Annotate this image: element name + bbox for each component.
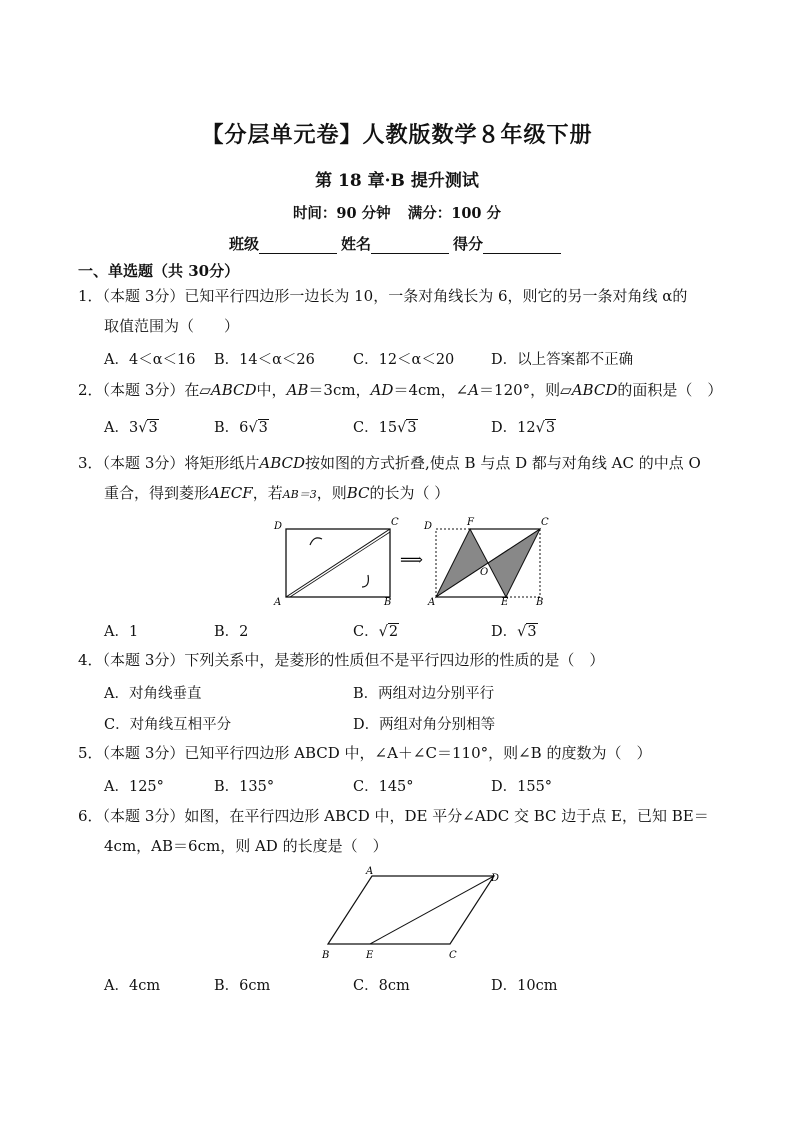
math-abcd: ABCD bbox=[259, 454, 306, 472]
math-abcd: ABCD bbox=[571, 381, 618, 399]
option-a[interactable]: A．对角线垂直 bbox=[104, 686, 202, 702]
student-info-line bbox=[0, 233, 794, 254]
class-label: 班级 bbox=[228, 235, 259, 253]
question-stem: 重合，得到菱形 bbox=[104, 484, 210, 502]
option-d[interactable]: D．两组对角分别相等 bbox=[353, 717, 496, 733]
option-a[interactable]: A．4cm bbox=[104, 978, 161, 994]
option-label: D． bbox=[491, 420, 518, 436]
option-d[interactable]: D．10cm bbox=[491, 978, 558, 994]
option-b[interactable]: B．两组对边分别平行 bbox=[353, 686, 495, 702]
math-aecf: AECF bbox=[209, 484, 253, 502]
option-d[interactable]: D．155° bbox=[491, 779, 553, 795]
diagonal-ac bbox=[286, 529, 390, 597]
segment-de bbox=[370, 876, 494, 944]
score-label: 得分 bbox=[453, 235, 484, 253]
option-label: A． bbox=[104, 420, 129, 436]
label-c: C bbox=[449, 950, 457, 961]
question-stem: 中， bbox=[256, 381, 287, 399]
score-blank[interactable] bbox=[483, 237, 561, 254]
question-stem: ＝3cm， bbox=[308, 381, 371, 399]
class-blank[interactable] bbox=[259, 237, 337, 254]
question-5 bbox=[78, 738, 728, 768]
math-bc: BC bbox=[346, 484, 370, 502]
rhombus-left-shade bbox=[436, 529, 488, 597]
option-a[interactable] bbox=[104, 416, 159, 437]
option-c[interactable]: C．12＜α＜20 bbox=[353, 352, 455, 368]
option-c[interactable] bbox=[353, 416, 418, 437]
question-stem: ，则 bbox=[316, 484, 347, 502]
question-stem: （本题 3分）已知平行四边形 ABCD 中，∠A＋∠C＝110°，则∠B 的度数为（ ） bbox=[102, 744, 652, 762]
question-3 bbox=[78, 448, 728, 510]
option-d[interactable] bbox=[491, 416, 556, 437]
option-c[interactable]: C．8cm bbox=[353, 978, 410, 994]
chapter-subtitle: 第 18 章·B 提升测试 bbox=[315, 171, 479, 191]
option-label: B． bbox=[214, 420, 240, 436]
exam-time: 时间：90 分钟 bbox=[292, 205, 391, 222]
label-a-left: A bbox=[274, 597, 282, 607]
question-stem: （本题 3分）已知平行四边形一边长为 10，一条对角线长为 6，则它的另一条对角线 α的 bbox=[102, 287, 688, 305]
option-label: D． bbox=[491, 624, 518, 640]
label-f-right: F bbox=[467, 517, 474, 528]
option-label: C． bbox=[353, 624, 379, 640]
radicand: 3 bbox=[258, 420, 268, 436]
question-stem-cont: 4cm，AB＝6cm，则 AD 的长度是（ ） bbox=[104, 837, 388, 855]
option-d[interactable]: D．以上答案都不正确 bbox=[491, 352, 634, 368]
option-coef: 6 bbox=[239, 420, 249, 436]
option-label: C． bbox=[353, 420, 379, 436]
name-label: 姓名 bbox=[340, 235, 371, 253]
question-1 bbox=[78, 281, 728, 341]
radicand: 3 bbox=[148, 420, 158, 436]
option-coef: 15 bbox=[378, 420, 398, 436]
option-coef: 3 bbox=[128, 420, 139, 436]
question-stem: ，若 bbox=[252, 484, 283, 502]
edge-ac bbox=[436, 529, 540, 597]
sqrt-icon: √2 bbox=[378, 624, 399, 640]
label-b-right: B bbox=[536, 597, 544, 607]
sqrt-icon: √3 bbox=[397, 420, 417, 436]
label-b: B bbox=[322, 950, 330, 961]
question-4 bbox=[78, 645, 728, 675]
exam-meta bbox=[0, 202, 794, 223]
label-c-left: C bbox=[391, 517, 399, 528]
label-d-left: D bbox=[274, 521, 283, 532]
option-d[interactable] bbox=[491, 620, 538, 641]
exam-full-score: 满分：100 分 bbox=[407, 205, 502, 222]
question-number: 5． bbox=[78, 744, 103, 762]
question-stem: ＝120°，则▱ bbox=[479, 381, 572, 399]
question-stem: 的长为（ ） bbox=[369, 484, 450, 502]
fold-arrow-bottom-icon bbox=[362, 575, 368, 587]
sqrt-icon: √3 bbox=[535, 420, 556, 436]
label-b-left: B bbox=[384, 597, 392, 607]
question-stem: 的面积是（ ） bbox=[617, 381, 723, 399]
question-2 bbox=[78, 375, 728, 405]
label-e: E bbox=[366, 950, 374, 961]
option-coef: 12 bbox=[517, 420, 536, 436]
label-a: A bbox=[366, 866, 374, 877]
sqrt-icon: √3 bbox=[138, 420, 158, 436]
question-number: 4． bbox=[78, 651, 103, 669]
label-o-right: O bbox=[480, 567, 489, 578]
parallelogram-abcd bbox=[328, 876, 494, 944]
page-title: 【分层单元卷】人教版数学８年级下册 bbox=[201, 122, 593, 148]
sqrt-icon: √3 bbox=[517, 624, 537, 640]
option-b[interactable] bbox=[214, 620, 248, 641]
label-d-right: D bbox=[424, 521, 433, 532]
option-c[interactable]: C．对角线互相平分 bbox=[104, 717, 232, 733]
fold-arrow-top-icon bbox=[310, 538, 322, 545]
option-label: B． bbox=[214, 624, 240, 640]
option-b[interactable]: B．6cm bbox=[214, 978, 271, 994]
option-a[interactable] bbox=[104, 620, 138, 641]
option-text: 1 bbox=[128, 624, 139, 640]
section-title: 一、单选题（共 30分） bbox=[78, 262, 240, 280]
label-d: D bbox=[491, 873, 500, 884]
question-stem: （本题 3分）如图，在平行四边形 ABCD 中，DE 平分∠ADC 交 BC 边于点 E，已知 BE＝ bbox=[102, 807, 709, 825]
option-a[interactable]: A．125° bbox=[104, 779, 164, 795]
question-stem: （本题 3分）下列关系中，是菱形的性质但不是平行四边形的性质的是（ ） bbox=[102, 651, 605, 669]
question-number: 3． bbox=[78, 454, 103, 472]
question-6 bbox=[78, 801, 728, 861]
math-a: A bbox=[468, 381, 480, 399]
option-label: A． bbox=[104, 624, 129, 640]
question-stem: （本题 3分）将矩形纸片 bbox=[102, 454, 260, 472]
question-stem-cont: 取值范围为（ ） bbox=[104, 317, 240, 335]
parallelogram-figure bbox=[318, 864, 518, 964]
question-stem: 按如图的方式折叠,使点 B 与点 D 都与对角线 AC 的中点 O bbox=[305, 454, 701, 472]
label-c-right: C bbox=[541, 517, 549, 528]
label-a-right: A bbox=[428, 597, 436, 607]
name-blank[interactable] bbox=[371, 237, 449, 254]
math-ad: AD bbox=[370, 381, 394, 399]
option-text: 2 bbox=[239, 624, 249, 640]
diagonal-ac-2 bbox=[290, 532, 390, 597]
question-number: 1． bbox=[78, 287, 103, 305]
radicand: 3 bbox=[407, 420, 417, 436]
radicand: 3 bbox=[527, 624, 537, 640]
question-number: 2． bbox=[78, 381, 103, 399]
math-abcd: ABCD bbox=[210, 381, 257, 399]
question-stem: （本题 3分）在▱ bbox=[102, 381, 211, 399]
sqrt-icon: √3 bbox=[248, 420, 268, 436]
label-e-right: E bbox=[501, 597, 509, 607]
rhombus-right-shade bbox=[488, 529, 540, 597]
math-ab: AB bbox=[286, 381, 309, 399]
radicand: 2 bbox=[388, 624, 399, 640]
fold-figure bbox=[270, 515, 570, 607]
option-a[interactable]: A．4＜α＜16 bbox=[104, 352, 196, 368]
math-ab3: AB＝3 bbox=[282, 488, 317, 501]
option-b[interactable]: B．14＜α＜26 bbox=[214, 352, 315, 368]
question-number: 6． bbox=[78, 807, 103, 825]
option-c[interactable]: C．145° bbox=[353, 779, 414, 795]
arrow-icon: ⟹ bbox=[400, 550, 423, 569]
option-b[interactable]: B．135° bbox=[214, 779, 275, 795]
radicand: 3 bbox=[545, 420, 556, 436]
option-c[interactable] bbox=[353, 620, 399, 641]
option-b[interactable] bbox=[214, 416, 269, 437]
question-stem: ＝4cm，∠ bbox=[393, 381, 469, 399]
